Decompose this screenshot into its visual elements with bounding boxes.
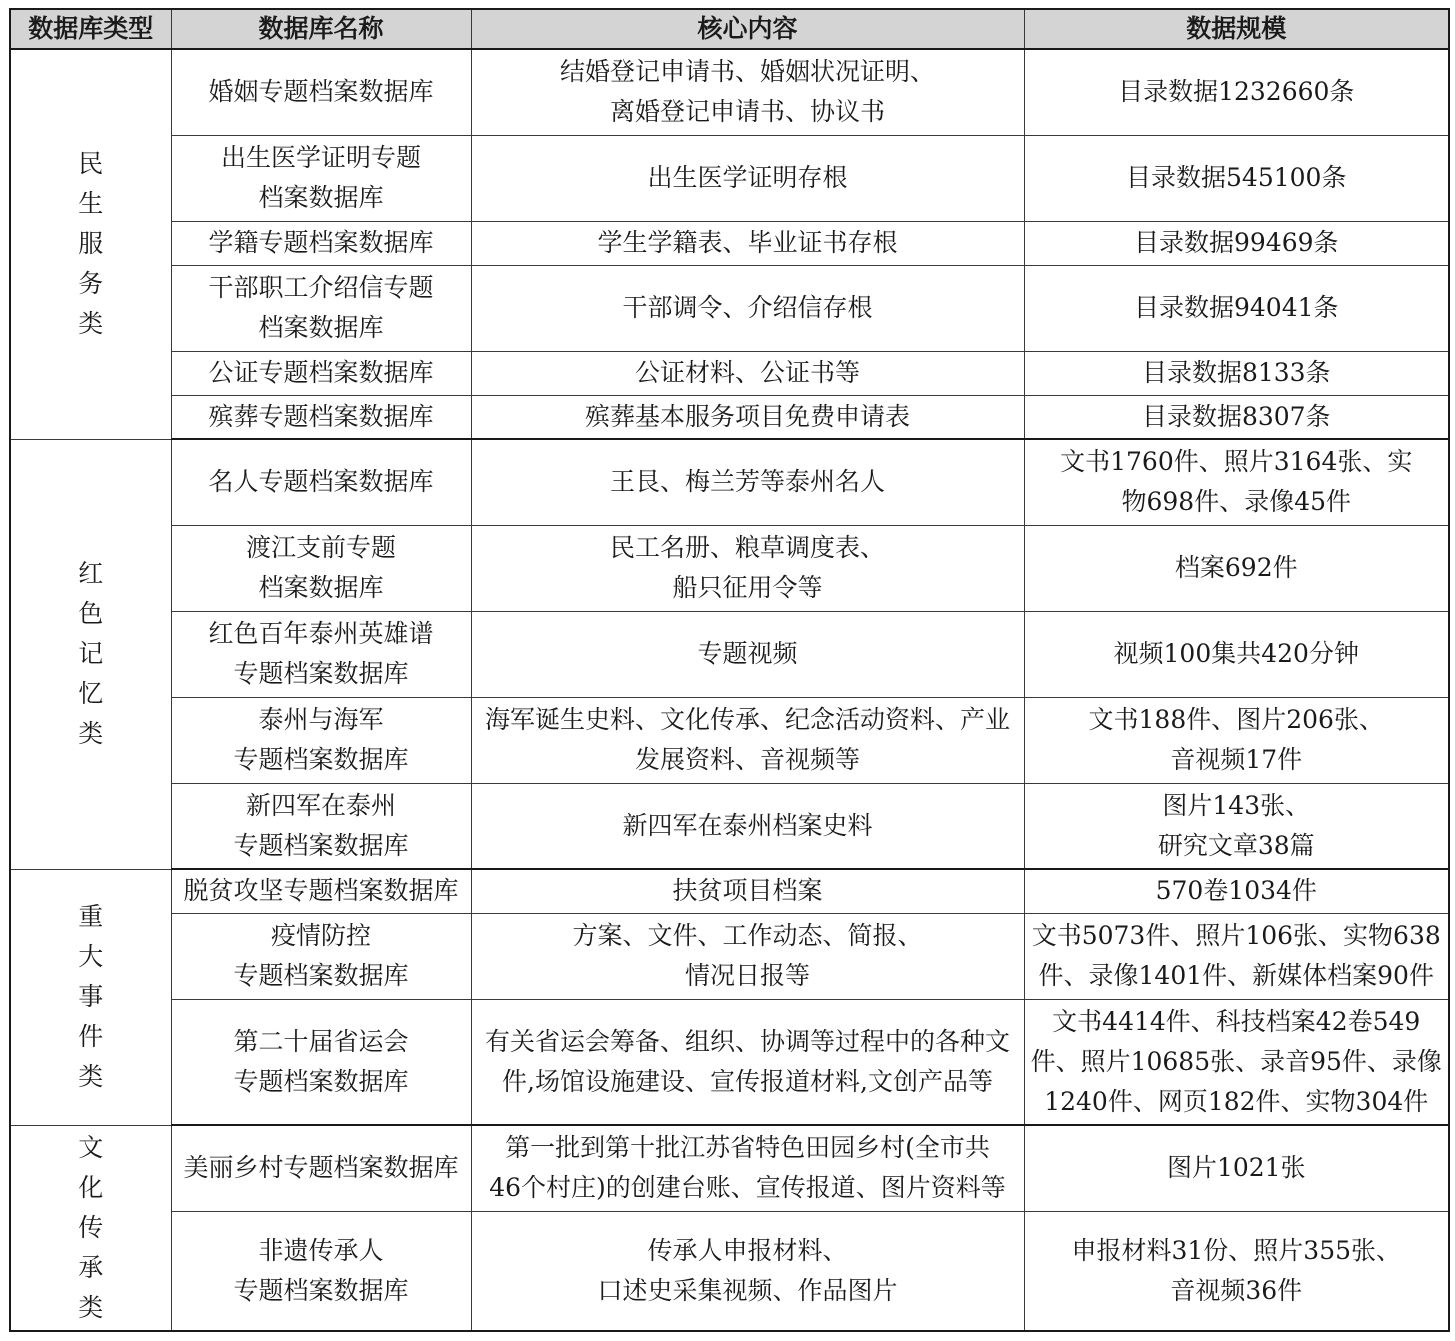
category-label: 红色记忆类 bbox=[78, 559, 104, 748]
table-row bbox=[10, 999, 1449, 1125]
table-row bbox=[10, 913, 1449, 999]
table-row bbox=[10, 1211, 1449, 1331]
db-name: 第二十届省运会 专题档案数据库 bbox=[171, 999, 471, 1125]
table-row bbox=[10, 265, 1449, 351]
db-scale: 目录数据545100条 bbox=[1024, 135, 1449, 221]
header-type: 数据库类型 bbox=[10, 9, 171, 49]
db-content: 干部调令、介绍信存根 bbox=[471, 265, 1024, 351]
category-cell bbox=[10, 439, 171, 869]
table-row bbox=[10, 49, 1449, 135]
db-name: 美丽乡村专题档案数据库 bbox=[171, 1125, 471, 1211]
db-name: 出生医学证明专题 档案数据库 bbox=[171, 135, 471, 221]
db-scale: 文书1760件、照片3164张、实 物698件、录像45件 bbox=[1024, 439, 1449, 525]
table-row bbox=[10, 221, 1449, 265]
db-scale: 文书5073件、照片106张、实物638 件、录像1401件、新媒体档案90件 bbox=[1024, 913, 1449, 999]
db-scale: 文书188件、图片206张、 音视频17件 bbox=[1024, 697, 1449, 783]
db-content: 王艮、梅兰芳等泰州名人 bbox=[471, 439, 1024, 525]
table-row bbox=[10, 611, 1449, 697]
table-row bbox=[10, 525, 1449, 611]
db-name: 殡葬专题档案数据库 bbox=[171, 395, 471, 439]
table-row bbox=[10, 395, 1449, 439]
db-name: 名人专题档案数据库 bbox=[171, 439, 471, 525]
db-content: 殡葬基本服务项目免费申请表 bbox=[471, 395, 1024, 439]
db-name: 红色百年泰州英雄谱 专题档案数据库 bbox=[171, 611, 471, 697]
db-scale: 档案692件 bbox=[1024, 525, 1449, 611]
db-scale: 文书4414件、科技档案42卷549 件、照片10685张、录音95件、录像 1240件、网页182件、实物304件 bbox=[1024, 999, 1449, 1125]
db-content: 公证材料、公证书等 bbox=[471, 351, 1024, 395]
db-scale: 图片143张、 研究文章38篇 bbox=[1024, 783, 1449, 869]
db-name: 新四军在泰州 专题档案数据库 bbox=[171, 783, 471, 869]
db-content: 专题视频 bbox=[471, 611, 1024, 697]
db-content: 民工名册、粮草调度表、 船只征用令等 bbox=[471, 525, 1024, 611]
db-content: 学生学籍表、毕业证书存根 bbox=[471, 221, 1024, 265]
db-name: 公证专题档案数据库 bbox=[171, 351, 471, 395]
db-content: 传承人申报材料、 口述史采集视频、作品图片 bbox=[471, 1211, 1024, 1331]
header-name: 数据库名称 bbox=[171, 9, 471, 49]
db-name: 非遗传承人 专题档案数据库 bbox=[171, 1211, 471, 1331]
db-scale: 目录数据99469条 bbox=[1024, 221, 1449, 265]
db-content: 出生医学证明存根 bbox=[471, 135, 1024, 221]
db-name: 泰州与海军 专题档案数据库 bbox=[171, 697, 471, 783]
db-content: 第一批到第十批江苏省特色田园乡村(全市共 46个村庄)的创建台账、宣传报道、图片资料等 bbox=[471, 1125, 1024, 1211]
db-name: 学籍专题档案数据库 bbox=[171, 221, 471, 265]
header-row bbox=[10, 9, 1449, 49]
table-row bbox=[10, 697, 1449, 783]
table-row bbox=[10, 1125, 1449, 1211]
db-content: 方案、文件、工作动态、简报、 情况日报等 bbox=[471, 913, 1024, 999]
header-content: 核心内容 bbox=[471, 9, 1024, 49]
db-name: 脱贫攻坚专题档案数据库 bbox=[171, 869, 471, 913]
table-row bbox=[10, 869, 1449, 913]
table-row bbox=[10, 783, 1449, 869]
table-row bbox=[10, 439, 1449, 525]
category-cell bbox=[10, 869, 171, 1125]
category-cell bbox=[10, 1125, 171, 1331]
db-scale: 图片1021张 bbox=[1024, 1125, 1449, 1211]
category-label: 民生服务类 bbox=[78, 149, 104, 339]
db-scale: 申报材料31份、照片355张、 音视频36件 bbox=[1024, 1211, 1449, 1331]
db-scale: 目录数据94041条 bbox=[1024, 265, 1449, 351]
category-label: 重大事件类 bbox=[78, 902, 104, 1091]
db-name: 疫情防控 专题档案数据库 bbox=[171, 913, 471, 999]
db-scale: 目录数据8133条 bbox=[1024, 351, 1449, 395]
db-content: 有关省运会筹备、组织、协调等过程中的各种文 件,场馆设施建设、宣传报道材料,文创产品等 bbox=[471, 999, 1024, 1125]
db-scale: 视频100集共420分钟 bbox=[1024, 611, 1449, 697]
db-content: 结婚登记申请书、婚姻状况证明、 离婚登记申请书、协议书 bbox=[471, 49, 1024, 135]
header-scale: 数据规模 bbox=[1024, 9, 1449, 49]
table-row bbox=[10, 135, 1449, 221]
db-scale: 570卷1034件 bbox=[1024, 869, 1449, 913]
category-label: 文化传承类 bbox=[78, 1132, 104, 1322]
database-table bbox=[9, 8, 1450, 1332]
db-content: 扶贫项目档案 bbox=[471, 869, 1024, 913]
db-scale: 目录数据1232660条 bbox=[1024, 49, 1449, 135]
db-name: 婚姻专题档案数据库 bbox=[171, 49, 471, 135]
db-scale: 目录数据8307条 bbox=[1024, 395, 1449, 439]
db-content: 海军诞生史料、文化传承、纪念活动资料、产业 发展资料、音视频等 bbox=[471, 697, 1024, 783]
db-name: 干部职工介绍信专题 档案数据库 bbox=[171, 265, 471, 351]
db-content: 新四军在泰州档案史料 bbox=[471, 783, 1024, 869]
category-cell bbox=[10, 49, 171, 439]
db-name: 渡江支前专题 档案数据库 bbox=[171, 525, 471, 611]
table-row bbox=[10, 351, 1449, 395]
